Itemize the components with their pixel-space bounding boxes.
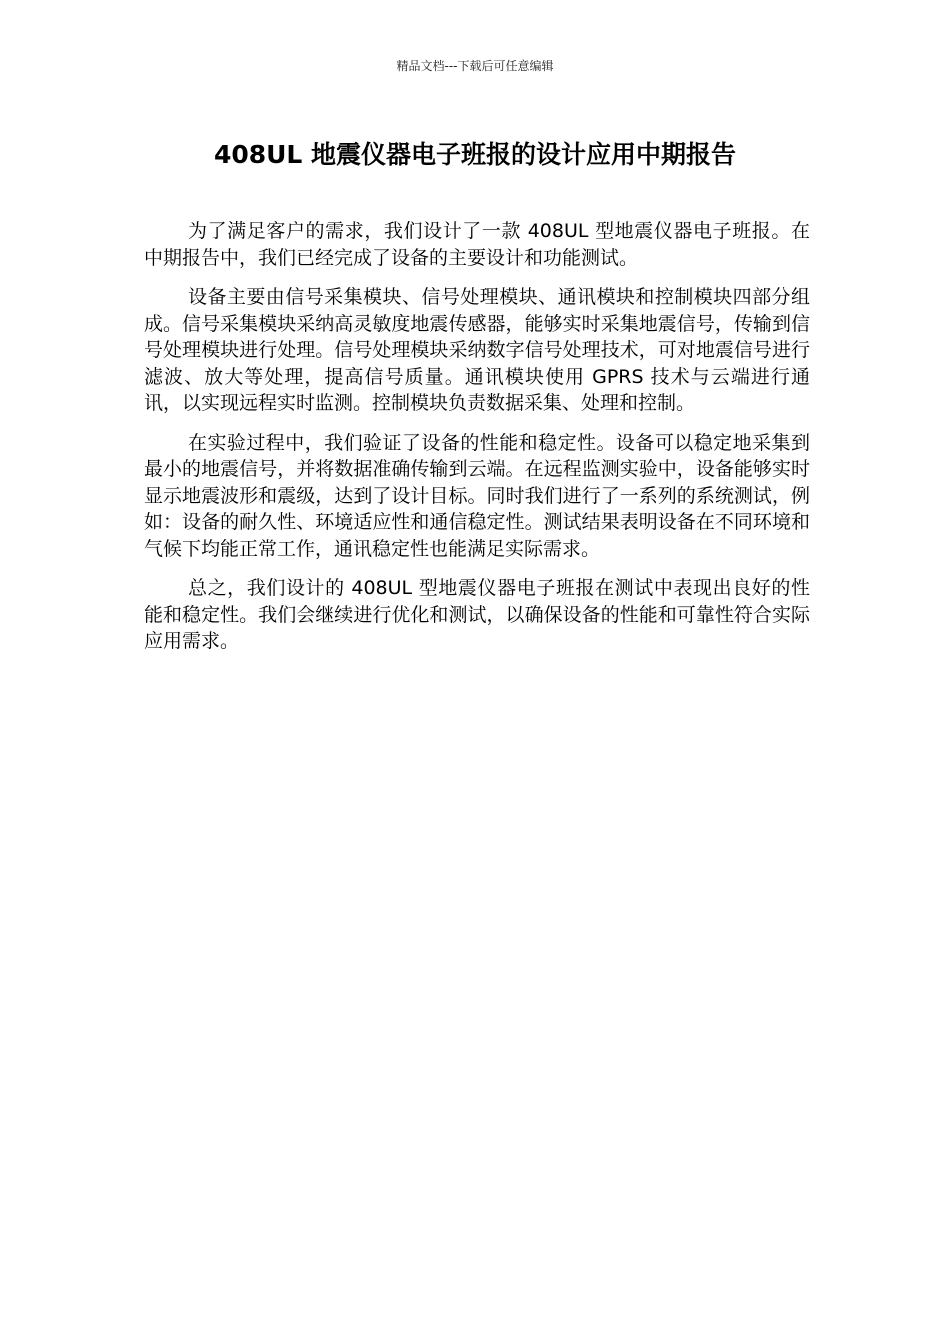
paragraph-4: 总之，我们设计的 408UL 型地震仪器电子班报在测试中表现出良好的性能和稳定性。我们会继续进行优化和测试，以确保设备的性能和可靠性符合实际应用需求。 [144, 577, 810, 652]
header-note: 精品文档---下载后可任意编辑 [396, 59, 554, 73]
paragraph-3: 在实验过程中，我们验证了设备的性能和稳定性。设备可以稳定地采集到最小的地震信号，并将数据准确传输到云端。在远程监测实验中，设备能够实时显示地震波形和震级，达到了设计目标。同时我们进行了一系列的系统测试，例如：设备的耐久性、环境适应性和通信稳定性。测试结果表明设备在不同环境和气候下均能正常工作，通讯稳定性也能满足实际需求。 [144, 431, 810, 560]
paragraph-1: 为了满足客户的需求，我们设计了一款 408UL 型地震仪器电子班报。在中期报告中，我们已经完成了设备的主要设计和功能测试。 [144, 220, 810, 269]
paragraph-2: 设备主要由信号采集模块、信号处理模块、通讯模块和控制模块四部分组成。信号采集模块采纳高灵敏度地震传感器，能够实时采集地震信号，传输到信号处理模块进行处理。信号处理模块采纳数字信号处理技术，可对地震信号进行滤波、放大等处理，提高信号质量。通讯模块使用 GPRS 技术与云端进行通讯，以实现远程实时监测。控制模块负责数据采集、处理和控制。 [144, 286, 810, 414]
document-body [144, 218, 810, 668]
document-title: 408UL 地震仪器电子班报的设计应用中期报告 [213, 140, 737, 169]
